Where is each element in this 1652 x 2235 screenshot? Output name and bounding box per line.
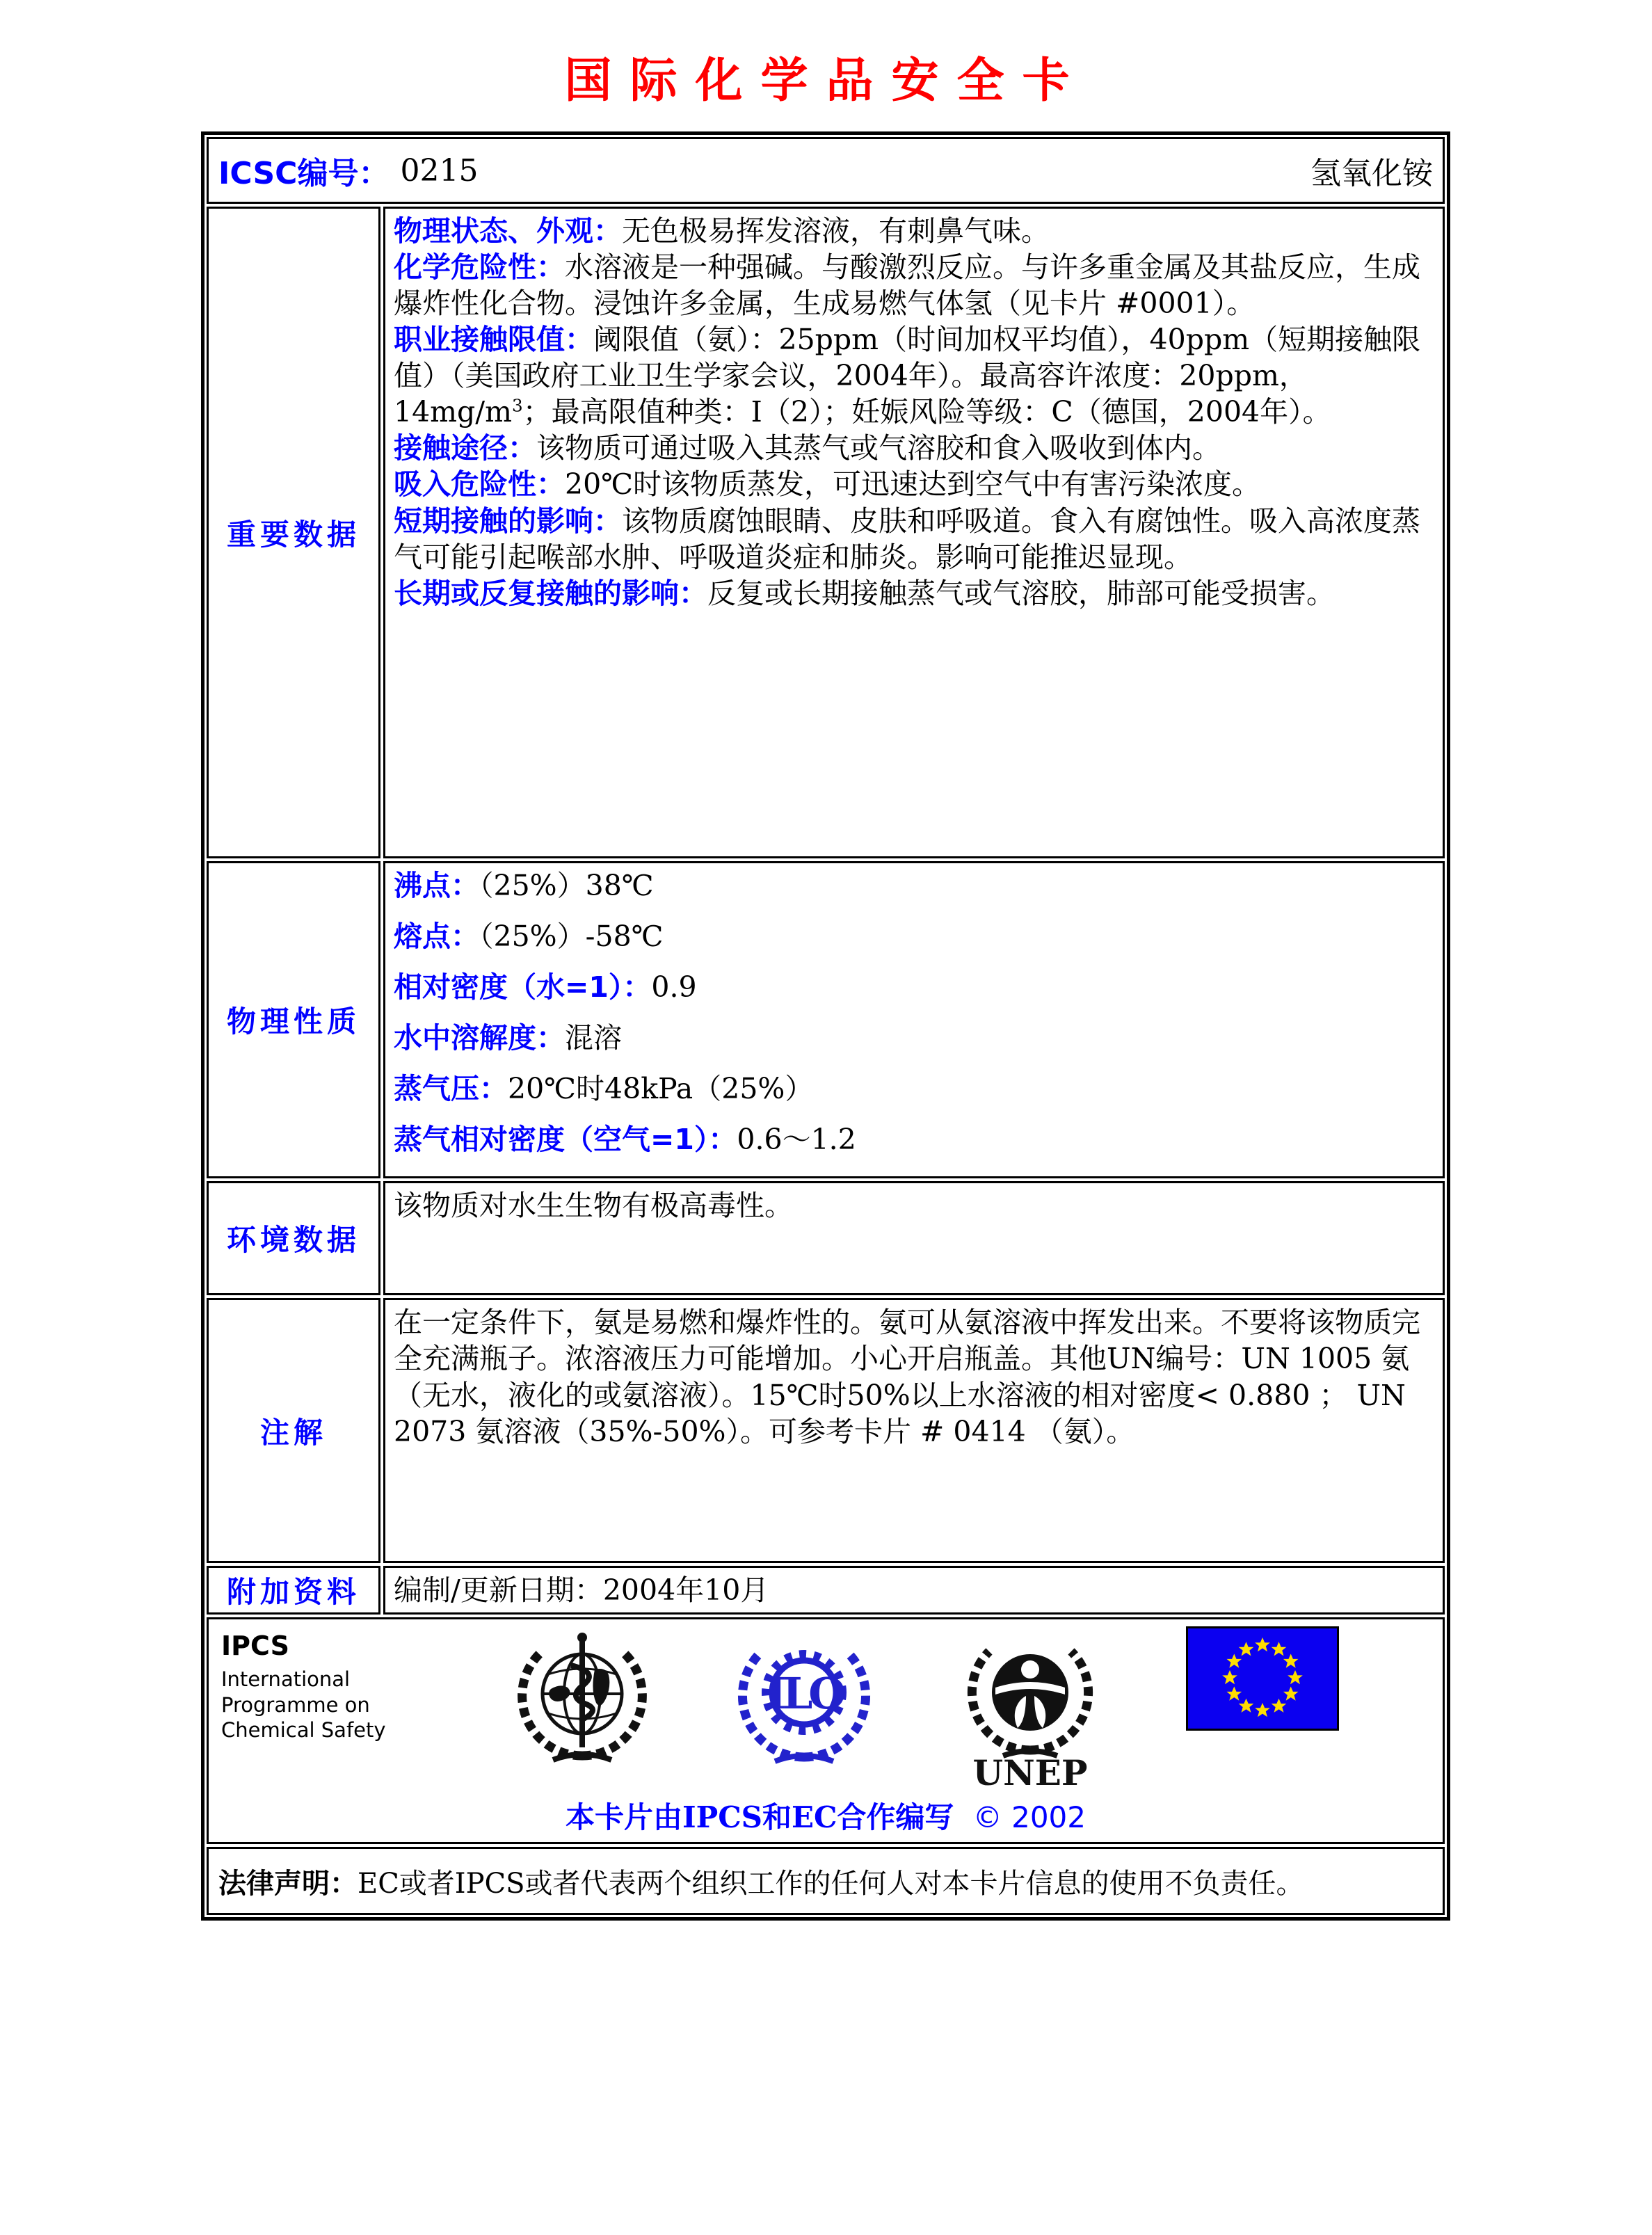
property-item: 水中溶解度：混溶 xyxy=(394,1021,622,1055)
footer-caption-text: 本卡片由IPCS和EC合作编写 xyxy=(565,1800,954,1835)
section-content-important-data xyxy=(383,207,1445,858)
unep-label: UNEP xyxy=(972,1752,1088,1791)
footer-cell xyxy=(207,1617,1445,1844)
property-item: 相对密度（水=1）：0.9 xyxy=(394,970,697,1004)
important-item: 吸入危险性：20℃时该物质蒸发，可迅速达到空气中有害污染浓度。 xyxy=(394,467,1261,502)
logo-row xyxy=(209,1626,1443,1791)
important-item: 短期接触的影响：该物质腐蚀眼睛、皮肤和呼吸道。食入有腐蚀性。吸入高浓度蒸气可能引起喉部水肿、呼吸道炎症和肺炎。影响可能推迟显现。 xyxy=(394,504,1420,574)
footer-copyright: © 2002 xyxy=(972,1800,1086,1835)
section-content-environmental-data: 该物质对水生生物有极高毒性。 xyxy=(383,1181,1445,1295)
org-logos xyxy=(430,1626,1443,1791)
footer-caption xyxy=(209,1795,1443,1836)
ipcs-block: IPCS International Programme on Chemical Safety xyxy=(209,1626,430,1743)
important-item: 长期或反复接触的影响：反复或长期接触蒸气或气溶胶，肺部可能受损害。 xyxy=(394,576,1335,610)
section-content-additional-info: 编制/更新日期：2004年10月 xyxy=(383,1566,1445,1615)
who-logo-icon xyxy=(513,1626,652,1765)
unep-logo-icon xyxy=(957,1626,1103,1791)
section-label-additional-info: 附加资料 xyxy=(207,1566,380,1615)
eu-flag-icon xyxy=(1186,1626,1339,1731)
icsc-number-group xyxy=(218,148,478,193)
legal-text: EC或者IPCS或者代表两个组织工作的任何人对本卡片信息的使用不负责任。 xyxy=(358,1867,1304,1900)
section-row-physical-properties xyxy=(207,861,1445,1178)
legal-label: 法律声明： xyxy=(218,1867,358,1900)
important-item: 职业接触限值：阈限值（氨）：25ppm（时间加权平均值），40ppm（短期接触限值）（美国政府工业卫生学家会议，2004年）。最高容许浓度：20ppm，$14mg/m^3$；最高限值种类：I（2）；妊娠风险等级：C（德国，2004年）。 xyxy=(394,323,1421,429)
legal-row xyxy=(207,1847,1445,1915)
section-row-environmental-data xyxy=(207,1181,1445,1295)
important-item: 物理状态、外观：无色极易挥发溶液，有刺鼻气味。 xyxy=(394,214,1050,248)
section-label-environmental-data: 环境数据 xyxy=(207,1181,380,1295)
icsc-number-label: ICSC编号： xyxy=(218,156,390,191)
important-item: 化学危险性：水溶液是一种强碱。与酸激烈反应。与许多重金属及其盐反应，生成爆炸性化合物。浸蚀许多金属，生成易燃气体氢（见卡片 #0001）。 xyxy=(394,250,1420,321)
property-item: 沸点：（25%）38℃ xyxy=(394,869,654,902)
chemical-name: 氢氧化铵 xyxy=(1310,156,1433,191)
property-item: 蒸气压：20℃时48kPa（25%） xyxy=(394,1072,814,1106)
section-label-physical-properties: 物理性质 xyxy=(207,861,380,1178)
page-title: 国际化学品安全卡 xyxy=(564,53,1088,109)
icsc-table xyxy=(201,131,1450,1921)
section-row-additional-info xyxy=(207,1566,1445,1615)
property-item: 熔点：（25%）-58℃ xyxy=(394,920,664,954)
ipcs-acronym: IPCS xyxy=(221,1631,289,1662)
icsc-number-value: 0215 xyxy=(400,152,479,189)
section-label-notes: 注解 xyxy=(207,1298,380,1563)
property-item: 蒸气相对密度（空气=1）：0.6～1.2 xyxy=(394,1123,856,1157)
svg-text:ILO: ILO xyxy=(767,1668,842,1720)
section-label-important-data: 重要数据 xyxy=(207,207,380,858)
section-content-physical-properties xyxy=(383,861,1445,1178)
section-row-notes xyxy=(207,1298,1445,1563)
footer-row xyxy=(207,1617,1445,1844)
section-content-notes: 在一定条件下，氨是易燃和爆炸性的。氨可从氨溶液中挥发出来。不要将该物质完全充满瓶子。浓溶液压力可能增加。小心开启瓶盖。其他UN编号：UN 1005 氨（无水，液化的或氨溶液）。15℃时50%以上水溶液的相对密度< 0.880 ； UN 2073 氨溶液（35%-50%）。可参考卡片 # 0414 （氨）。 xyxy=(383,1298,1445,1563)
legal-cell xyxy=(207,1847,1445,1915)
important-item: 接触途径：该物质可通过吸入其蒸气或气溶胶和食入吸收到体内。 xyxy=(394,431,1221,465)
ilo-logo-icon xyxy=(735,1626,874,1765)
header-cell xyxy=(207,137,1445,204)
header-row xyxy=(207,137,1445,204)
section-row-important-data xyxy=(207,207,1445,858)
